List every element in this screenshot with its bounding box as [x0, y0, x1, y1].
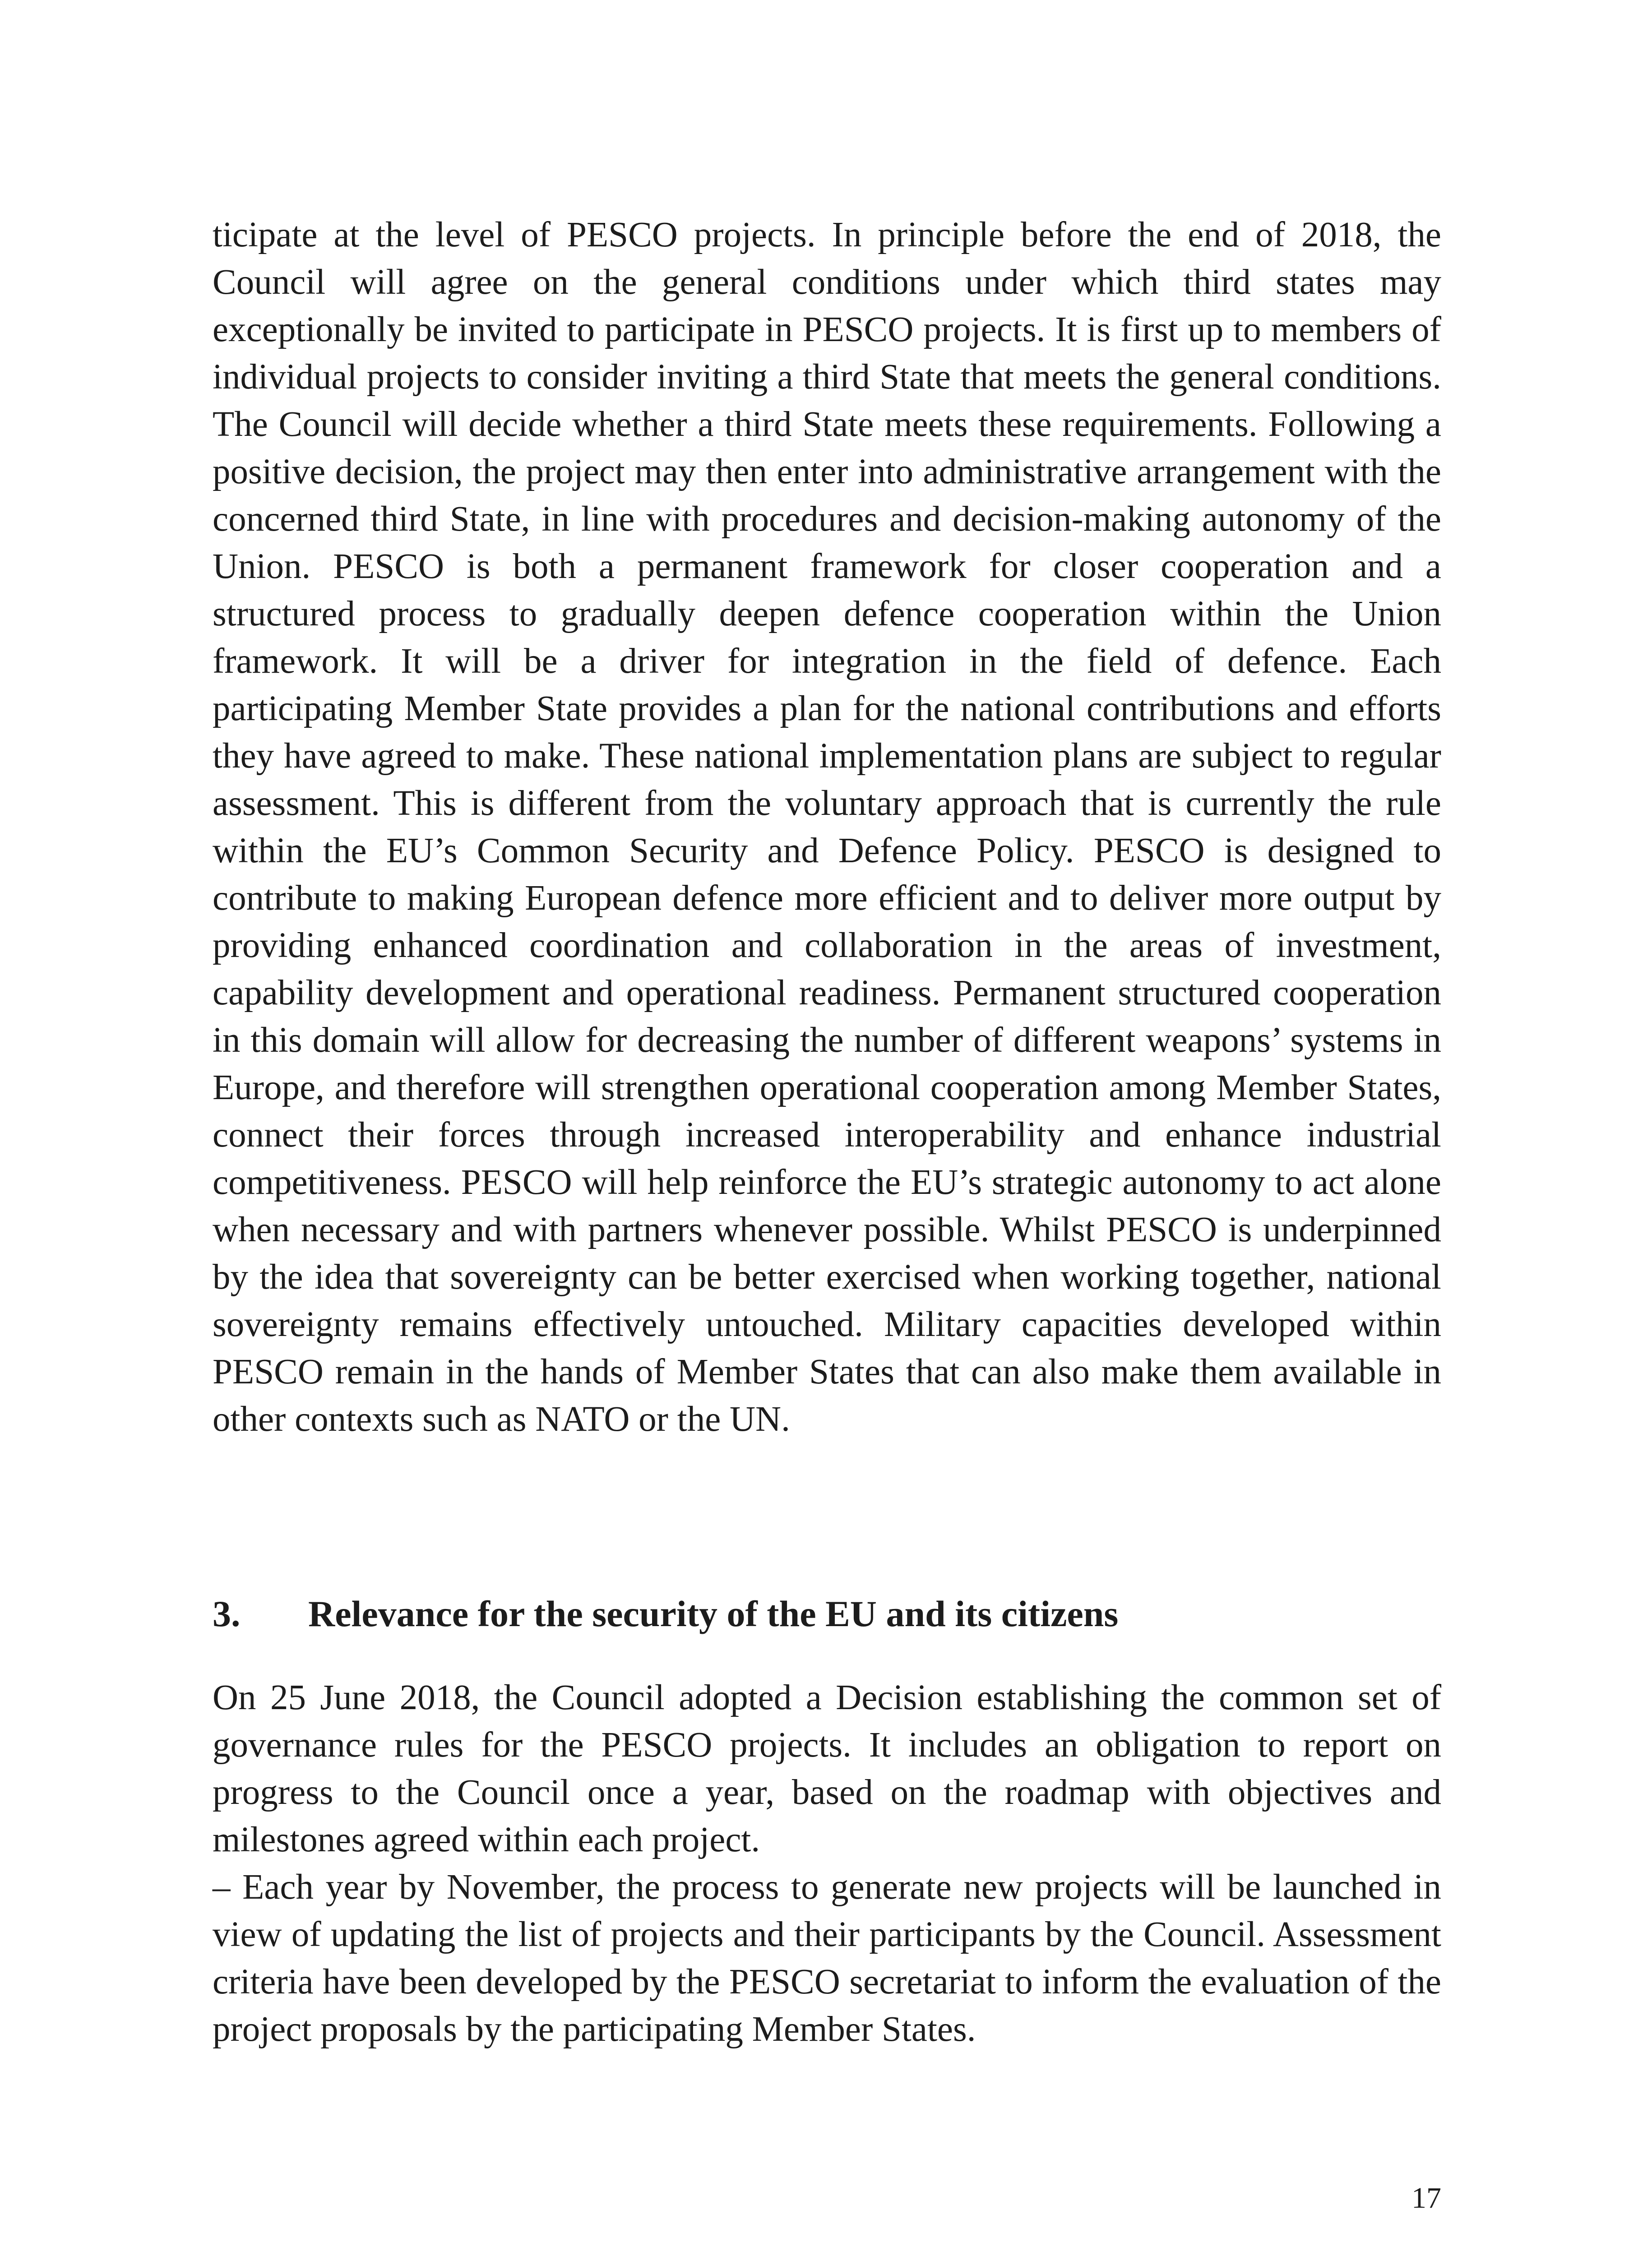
page-number: 17 [1411, 2182, 1441, 2214]
body-paragraph-pesco-framework [213, 211, 1441, 1443]
paragraph-text: ticipate at the level of PESCO projects. In principle before the end of 2018, the Council will agree on the general conditions under which third states may exceptionally be invited to participate in PESCO projects. It is first up to members of individual projects to consider inviting a third State that meets the general conditions. The Council will decide whether a third State meets these requirements. Following a positive decision, the project may then enter into administrative arrangement with the concerned third State, in line with procedures and decision-making autonomy of the Union. PESCO is both a permanent framework for closer cooperation and a structured process to gradually deepen defence cooperation within the Union framework. It will be a driver for integration in the field of defence. Each participating Member State provides a plan for the national contributions and efforts they have agreed to make. These national implementation plans are subject to regular assessment. This is different from the voluntary approach that is currently the rule within the EU’s Common Security and Defence Policy. PESCO is designed to contribute to making European defence more efficient and to deliver more output by providing enhanced coordination and collaboration in the areas of investment, capability development and operational readiness. Permanent structured cooperation in this domain will allow for decreasing the number of different weapons’ systems in Europe, and therefore will strengthen operational cooperation among Member States, connect their forces through increased interoperability and enhance industrial competitiveness. PESCO will help reinforce the EU’s strategic autonomy to act alone when necessary and with partners whenever possible. Whilst PESCO is underpinned by the idea that sovereignty can be better exercised when working together, national sovereignty remains effectively untouched. Military capacities developed within PESCO remain in the hands of Member States that can also make them available in other contexts such as NATO or the UN. [213, 215, 1441, 1439]
section-title: Relevance for the security of the EU and its citizens [308, 1593, 1119, 1634]
section-heading [213, 1589, 1441, 1639]
paragraph-governance-rules: On 25 June 2018, the Council adopted a Decision establishing the common set of governance rules for the PESCO projects. It includes an obligation to report on progress to the Council once a year, based on the roadmap with objectives and milestones agreed within each project. [213, 1678, 1441, 1859]
paragraph-new-projects: – Each year by November, the process to generate new projects will be launched in view of updating the list of projects and their participants by the Council. Assessment criteria have been developed by the PESCO secretariat to inform the evaluation of the project proposals by the participating Member States. [213, 1868, 1441, 2049]
section-number: 3. [213, 1593, 241, 1634]
body-section-3 [213, 1674, 1441, 2053]
